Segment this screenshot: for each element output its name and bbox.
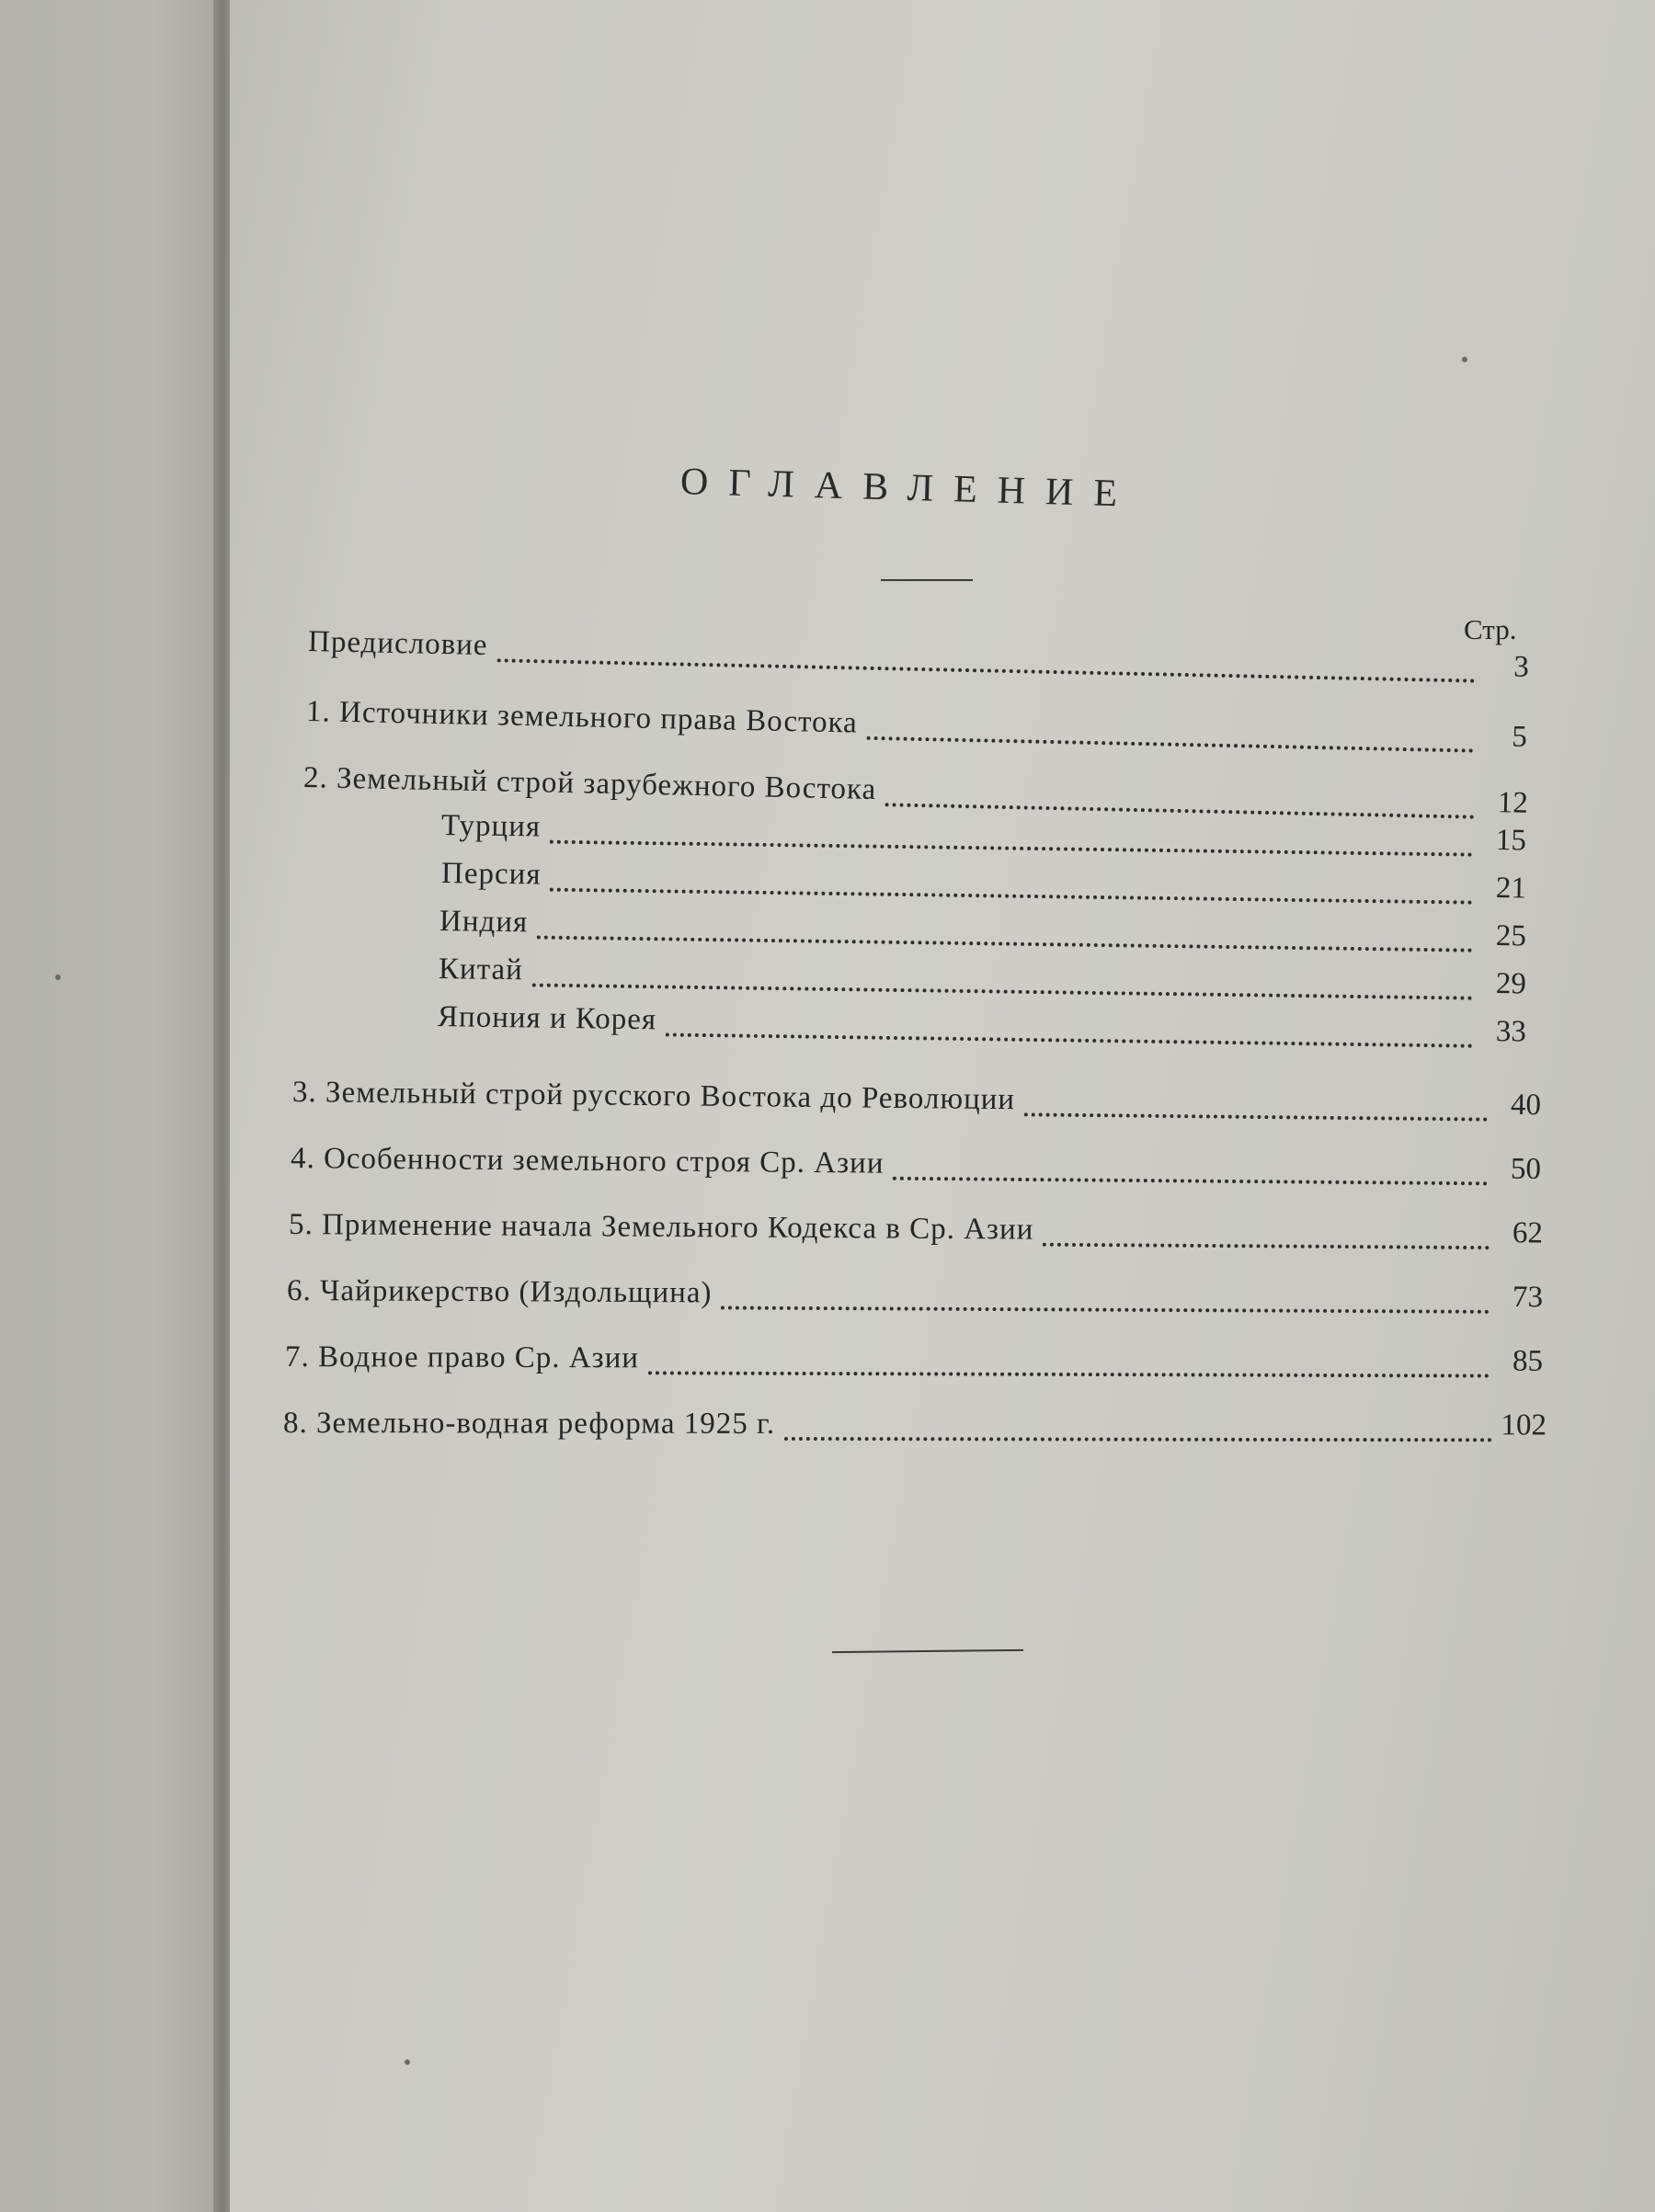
toc-entry [439, 952, 1526, 1009]
leader-dots [721, 1306, 1490, 1313]
toc-entry-label: Китай [438, 952, 524, 987]
toc-entry [292, 1076, 1541, 1129]
leader-dots [1043, 1243, 1490, 1249]
leader-dots [893, 1177, 1488, 1186]
toc-entry-page: 73 [1512, 1280, 1544, 1315]
toc-entry [283, 1407, 1547, 1449]
toc-entry [441, 857, 1526, 912]
toc-entry [439, 905, 1526, 960]
toc-entry-page: 29 [1495, 967, 1527, 1001]
toc-entry-page: 62 [1512, 1216, 1544, 1250]
toc-entry-label: Предисловие [307, 625, 488, 663]
toc-entry-label: 2. Земельный строй зарубежного Востока [302, 761, 877, 807]
page-title: ОГЛАВЛЕНИЕ [679, 461, 1138, 516]
leader-dots [550, 840, 1473, 857]
toc-entry-page: 3 [1512, 650, 1530, 684]
toc-entry-page: 15 [1495, 824, 1527, 858]
page-column-label: Стр. [1464, 613, 1517, 645]
toc-entry [289, 1208, 1543, 1258]
paper-speck [1462, 357, 1467, 362]
toc-entry [438, 1000, 1526, 1056]
leader-dots [666, 1032, 1473, 1047]
leader-dots [532, 983, 1473, 999]
toc-entry-page: 5 [1511, 720, 1528, 754]
toc-entry-label: Индия [439, 905, 529, 940]
leader-dots [1024, 1112, 1488, 1121]
toc-entry-label: Япония и Корея [437, 1000, 657, 1037]
toc-entry [291, 1142, 1541, 1193]
leader-dots [784, 1437, 1491, 1442]
toc-entry [285, 1340, 1543, 1385]
toc-entry-page: 21 [1495, 872, 1527, 906]
toc-entry-page: 102 [1501, 1408, 1547, 1442]
leader-dots [496, 658, 1475, 682]
toc-entry-page: 50 [1510, 1152, 1542, 1186]
toc-entry-label: 4. Особенности земельного строя Ср. Азии [290, 1142, 885, 1180]
toc-entry-label: Турция [440, 809, 542, 844]
toc-entry-page: 12 [1497, 786, 1529, 820]
toc-entry-page: 25 [1495, 919, 1527, 953]
toc-entry-label: 1. Источники земельного права Востока [305, 695, 859, 740]
paper-speck [55, 975, 61, 980]
toc-entry-page: 33 [1495, 1015, 1527, 1049]
toc-entry-label: 6. Чайрикерство (Издольщина) [286, 1274, 713, 1310]
toc-entry-page: 85 [1512, 1344, 1544, 1378]
toc-entry [287, 1274, 1543, 1321]
leader-dots [537, 935, 1473, 952]
toc-entry-label: Персия [440, 857, 542, 892]
toc-entry [306, 695, 1528, 761]
toc-entry-page: 40 [1510, 1088, 1542, 1123]
paper-speck [405, 2059, 410, 2065]
leader-dots [866, 736, 1473, 753]
toc-entry-label: 5. Применение начала Земельного Кодекса в Ср. Азии [288, 1208, 1034, 1247]
toc-entry-label: 7. Водное право Ср. Азии [284, 1340, 639, 1375]
toc-entry-label: 3. Земельный строй русского Востока до Революции [291, 1076, 1016, 1117]
leader-dots [550, 888, 1472, 905]
toc-entry-label: 8. Земельно-водная реформа 1925 г. [282, 1407, 776, 1441]
leader-dots [648, 1371, 1490, 1377]
toc-entry [308, 625, 1530, 691]
